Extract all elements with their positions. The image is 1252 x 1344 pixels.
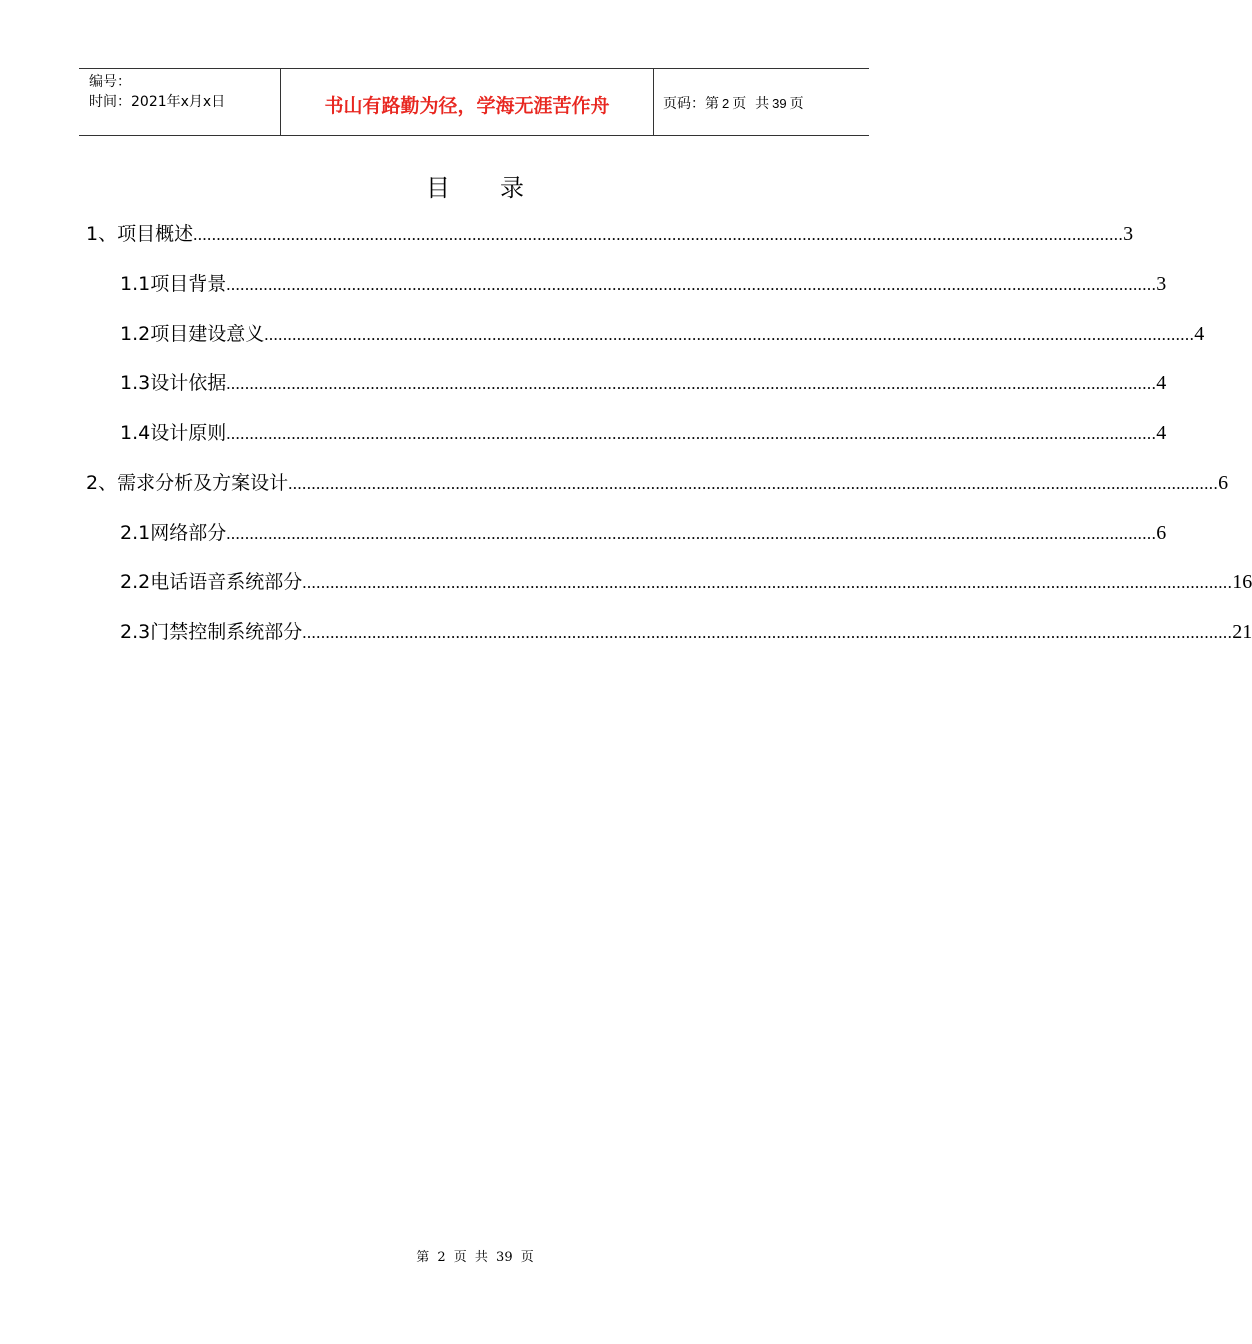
toc-entry-page: 21 xyxy=(1232,621,1252,643)
toc-entry-label: 1.4设计原则 xyxy=(120,422,227,444)
toc-entry-page: 16 xyxy=(1232,571,1252,593)
page-mid: 页 共 xyxy=(732,96,770,112)
page-end: 页 xyxy=(789,96,804,112)
toc-entry-label: 2.2电话语音系统部分 xyxy=(120,571,303,593)
header-motto: 书山有路勤为径，学海无涯苦作舟 xyxy=(280,69,654,135)
toc-leader-dots: ........................................................................................................................................................................................................ xyxy=(288,474,1219,493)
page-footer: 第 2 页 共 39 页 xyxy=(416,1250,534,1265)
page-total: 39 xyxy=(772,95,787,111)
toc-entry-label: 1、项目概述 xyxy=(86,223,194,245)
toc-entry-1-4[interactable] xyxy=(120,419,1167,447)
toc-entry-page: 4 xyxy=(1194,323,1205,345)
toc-leader-dots: ........................................................................................................................................................................................................ xyxy=(226,424,1157,443)
toc-entry-page: 6 xyxy=(1156,522,1167,544)
page-header xyxy=(79,68,869,136)
toc-entry-2-2[interactable] xyxy=(120,568,1252,596)
toc-entry-label: 1.2项目建设意义 xyxy=(120,323,265,345)
toc-entry-label: 1.1项目背景 xyxy=(120,273,227,295)
toc-leader-dots: ........................................................................................................................................................................................................ xyxy=(193,225,1124,244)
toc-entry-page: 3 xyxy=(1123,223,1134,245)
toc-entry-1-1[interactable] xyxy=(120,270,1167,298)
toc-entry-page: 4 xyxy=(1156,372,1167,394)
toc-leader-dots: ........................................................................................................................................................................................................ xyxy=(302,623,1233,642)
toc-title: 目录 xyxy=(426,174,574,202)
date-label: 时间：2021年x月x日 xyxy=(89,94,226,110)
toc-entry-2[interactable] xyxy=(86,469,1229,497)
toc-entry-2-3[interactable] xyxy=(120,618,1252,646)
toc-leader-dots: ........................................................................................................................................................................................................ xyxy=(226,374,1157,393)
header-page-info xyxy=(654,69,869,135)
page-label: 页码：第 xyxy=(663,96,719,112)
toc-entry-label: 2.3门禁控制系统部分 xyxy=(120,621,303,643)
toc-entry-page: 4 xyxy=(1156,422,1167,444)
toc-entry-label: 2.1网络部分 xyxy=(120,522,227,544)
header-meta xyxy=(79,69,280,135)
toc-entry-2-1[interactable] xyxy=(120,519,1167,547)
toc-entry-1-2[interactable] xyxy=(120,320,1205,348)
toc-entry-page: 3 xyxy=(1156,273,1167,295)
toc-entry-1[interactable] xyxy=(86,220,1134,248)
number-label: 编号： xyxy=(89,74,131,90)
toc-entry-page: 6 xyxy=(1218,472,1229,494)
toc-entry-label: 1.3设计依据 xyxy=(120,372,227,394)
page-current: 2 xyxy=(722,95,730,111)
toc-entry-1-3[interactable] xyxy=(120,369,1167,397)
toc-leader-dots: ........................................................................................................................................................................................................ xyxy=(226,275,1157,294)
toc-leader-dots: ........................................................................................................................................................................................................ xyxy=(226,524,1157,543)
toc-entry-label: 2、需求分析及方案设计 xyxy=(86,472,289,494)
toc-leader-dots: ........................................................................................................................................................................................................ xyxy=(302,573,1233,592)
toc-leader-dots: ........................................................................................................................................................................................................ xyxy=(264,325,1195,344)
